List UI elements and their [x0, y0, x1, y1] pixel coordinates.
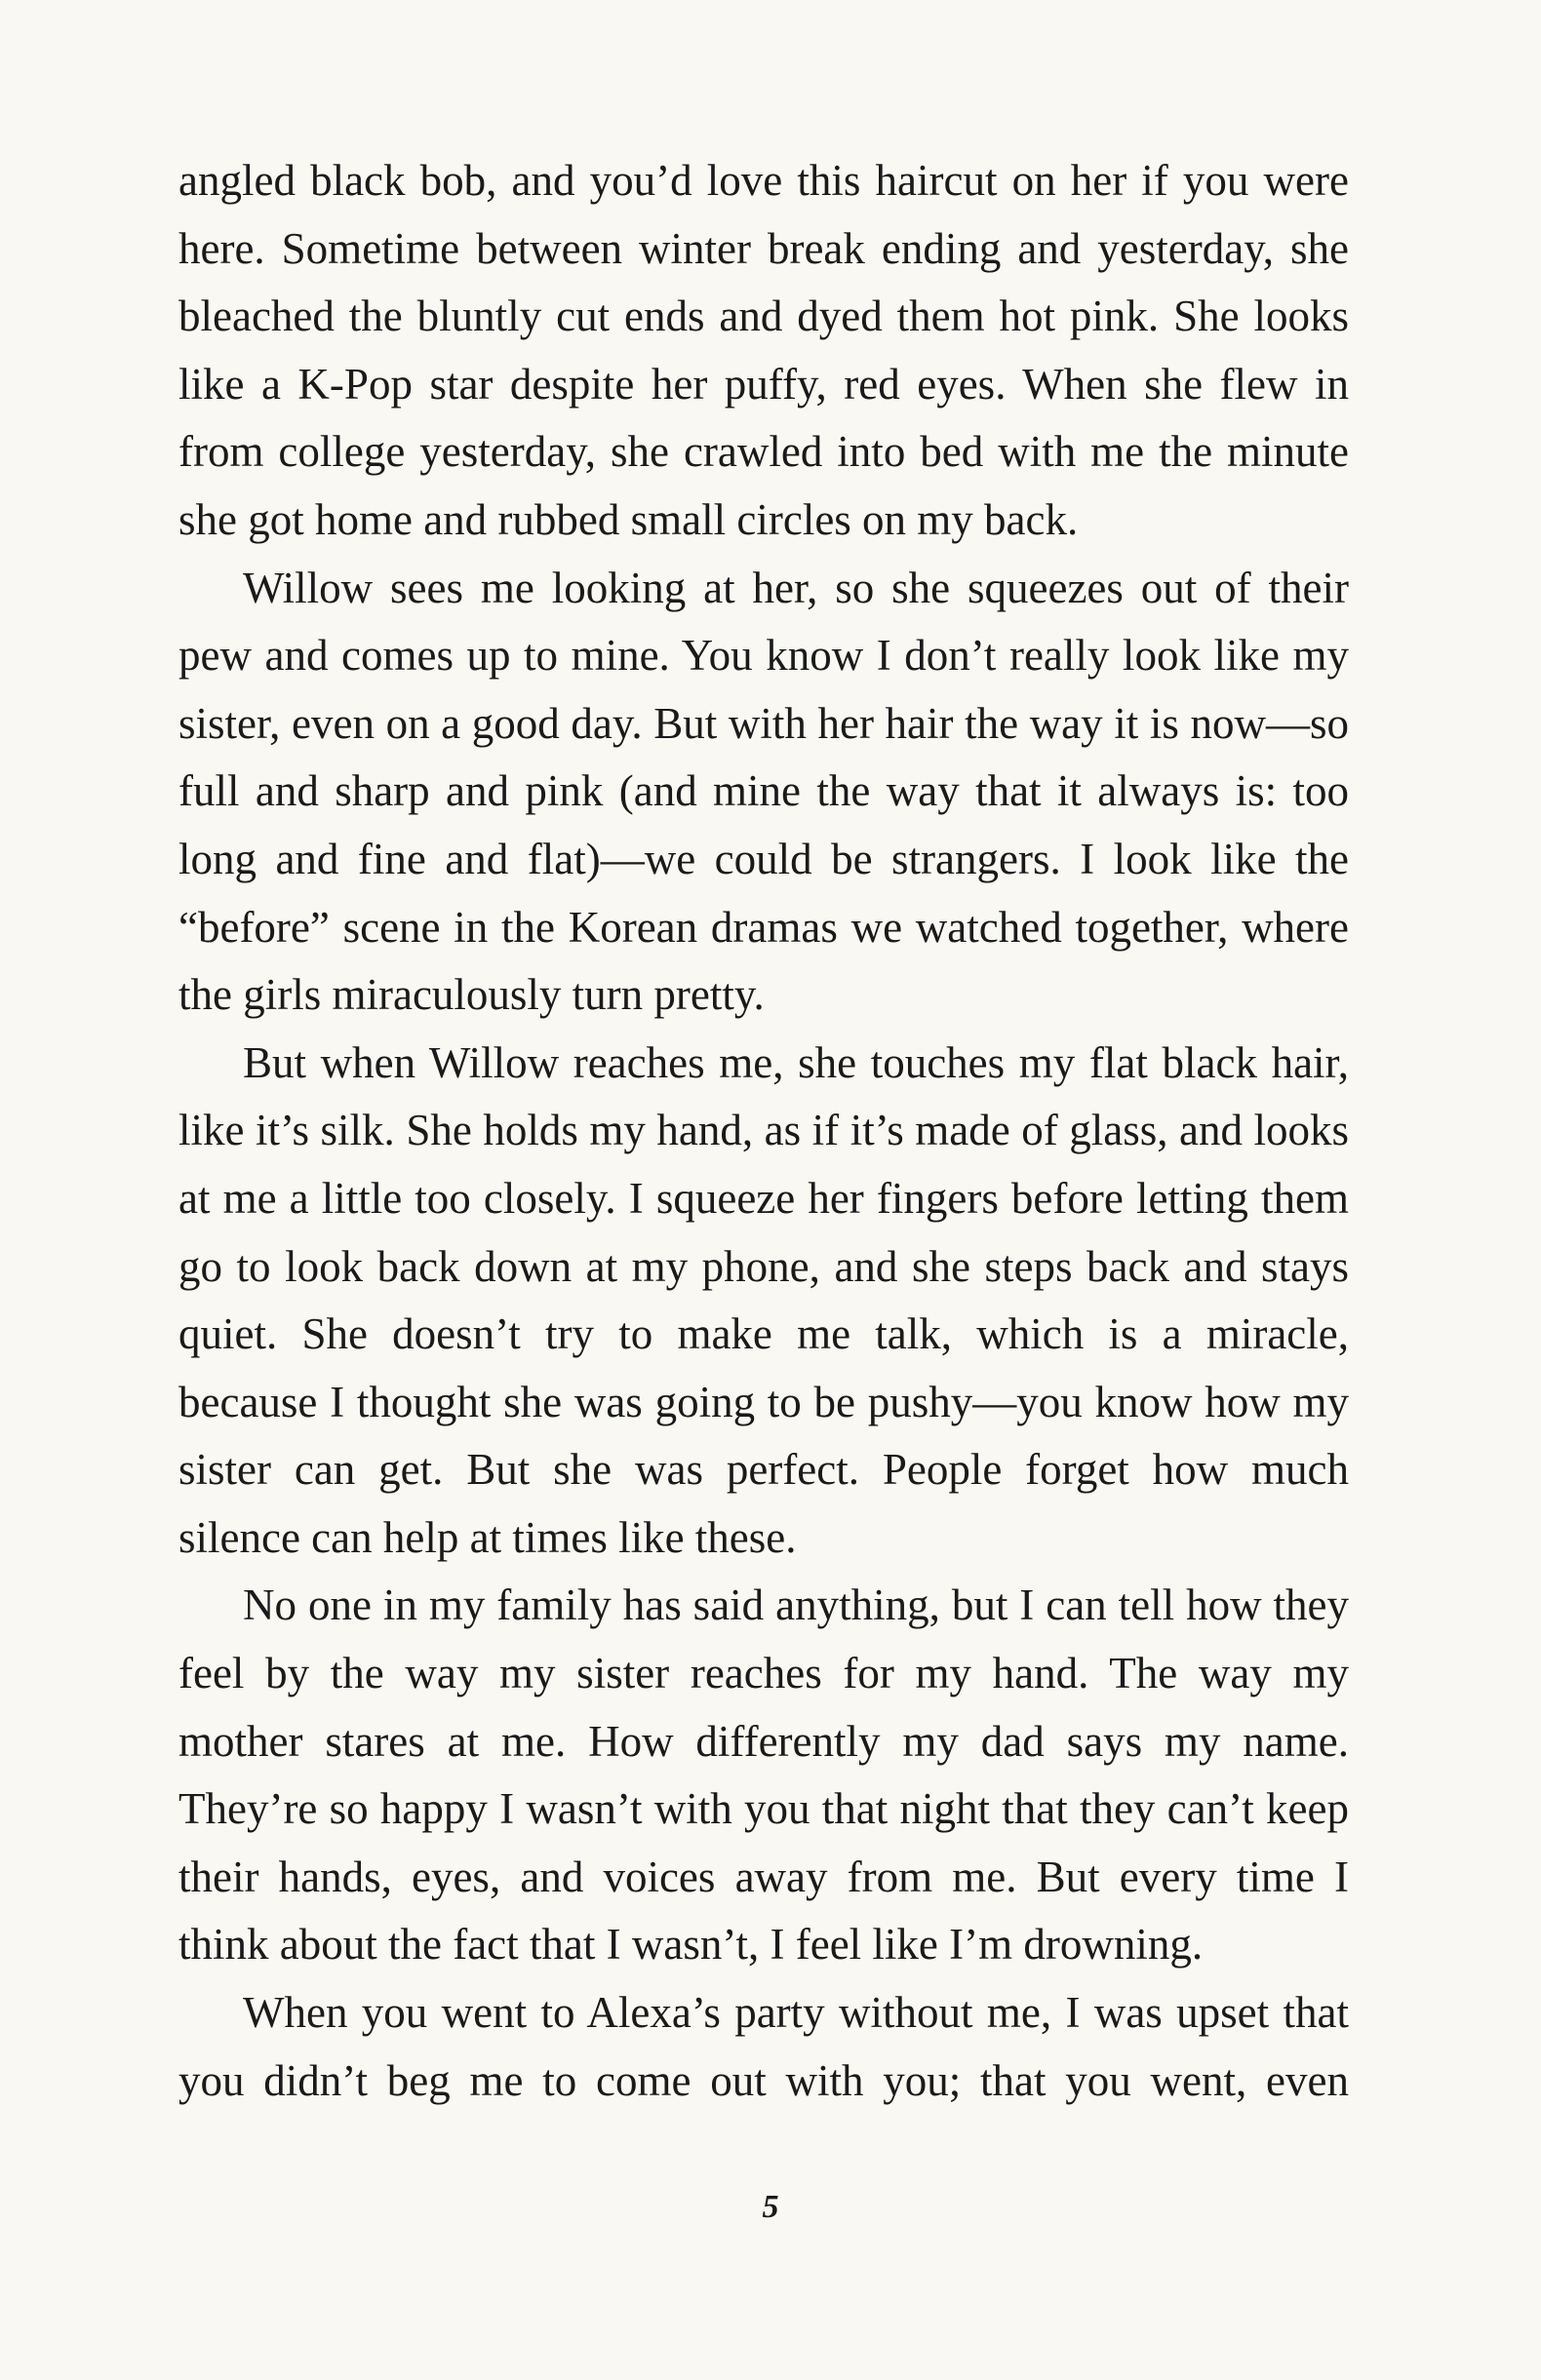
paragraph-3: But when Willow reaches me, she touches my flat black hair, like it’s silk. She holds my hand, as if it’s made of glass, and looks at me a little too closely. I squeeze her fingers before letting them go to look back down at my phone, and she steps back and stays quiet. She doesn’t try to make me talk, which is a miracle, because I thought she was going to be pushy—you know how my sister can get. But she was perfect. People forget how much silence can help at times like these. — [178, 1037, 1349, 1562]
paragraph-1: angled black bob, and you’d love this haircut on her if you were here. Sometime between winter break ending and yesterday, she bleached the bluntly cut ends and dyed them hot pink. She looks like a K-Pop star despite her puffy, red eyes. When she flew in from college yesterday, she crawled into bed with me the minute she got home and rubbed small circles on my back. — [178, 156, 1349, 544]
paragraph-5: When you went to Alexa’s party without me, I was upset that you didn’t beg me to come out with you; that you went, even — [178, 1988, 1349, 2105]
paragraph-2: Willow sees me looking at her, so she squeezes out of their pew and comes up to mine. You know I don’t really look like my sister, even on a good day. But with her hair the way it is now—so full and sharp and pink (and mine the way that it always is: too long and fine and flat)—we could be strangers. I look like the “before” scene in the Korean dramas we watched together, where the girls miraculously turn pretty. — [178, 563, 1349, 1020]
body-text — [178, 147, 1349, 2115]
paragraph-4: No one in my family has said anything, but I can tell how they feel by the way my sister reaches for my hand. The way my mother stares at me. How differently my dad says my name. They’re so happy I wasn’t with you that night that they can’t keep their hands, eyes, and voices away from me. But every time I think about the fact that I wasn’t, I feel like I’m drowning. — [178, 1580, 1349, 1970]
page-number: 5 — [762, 2189, 779, 2225]
